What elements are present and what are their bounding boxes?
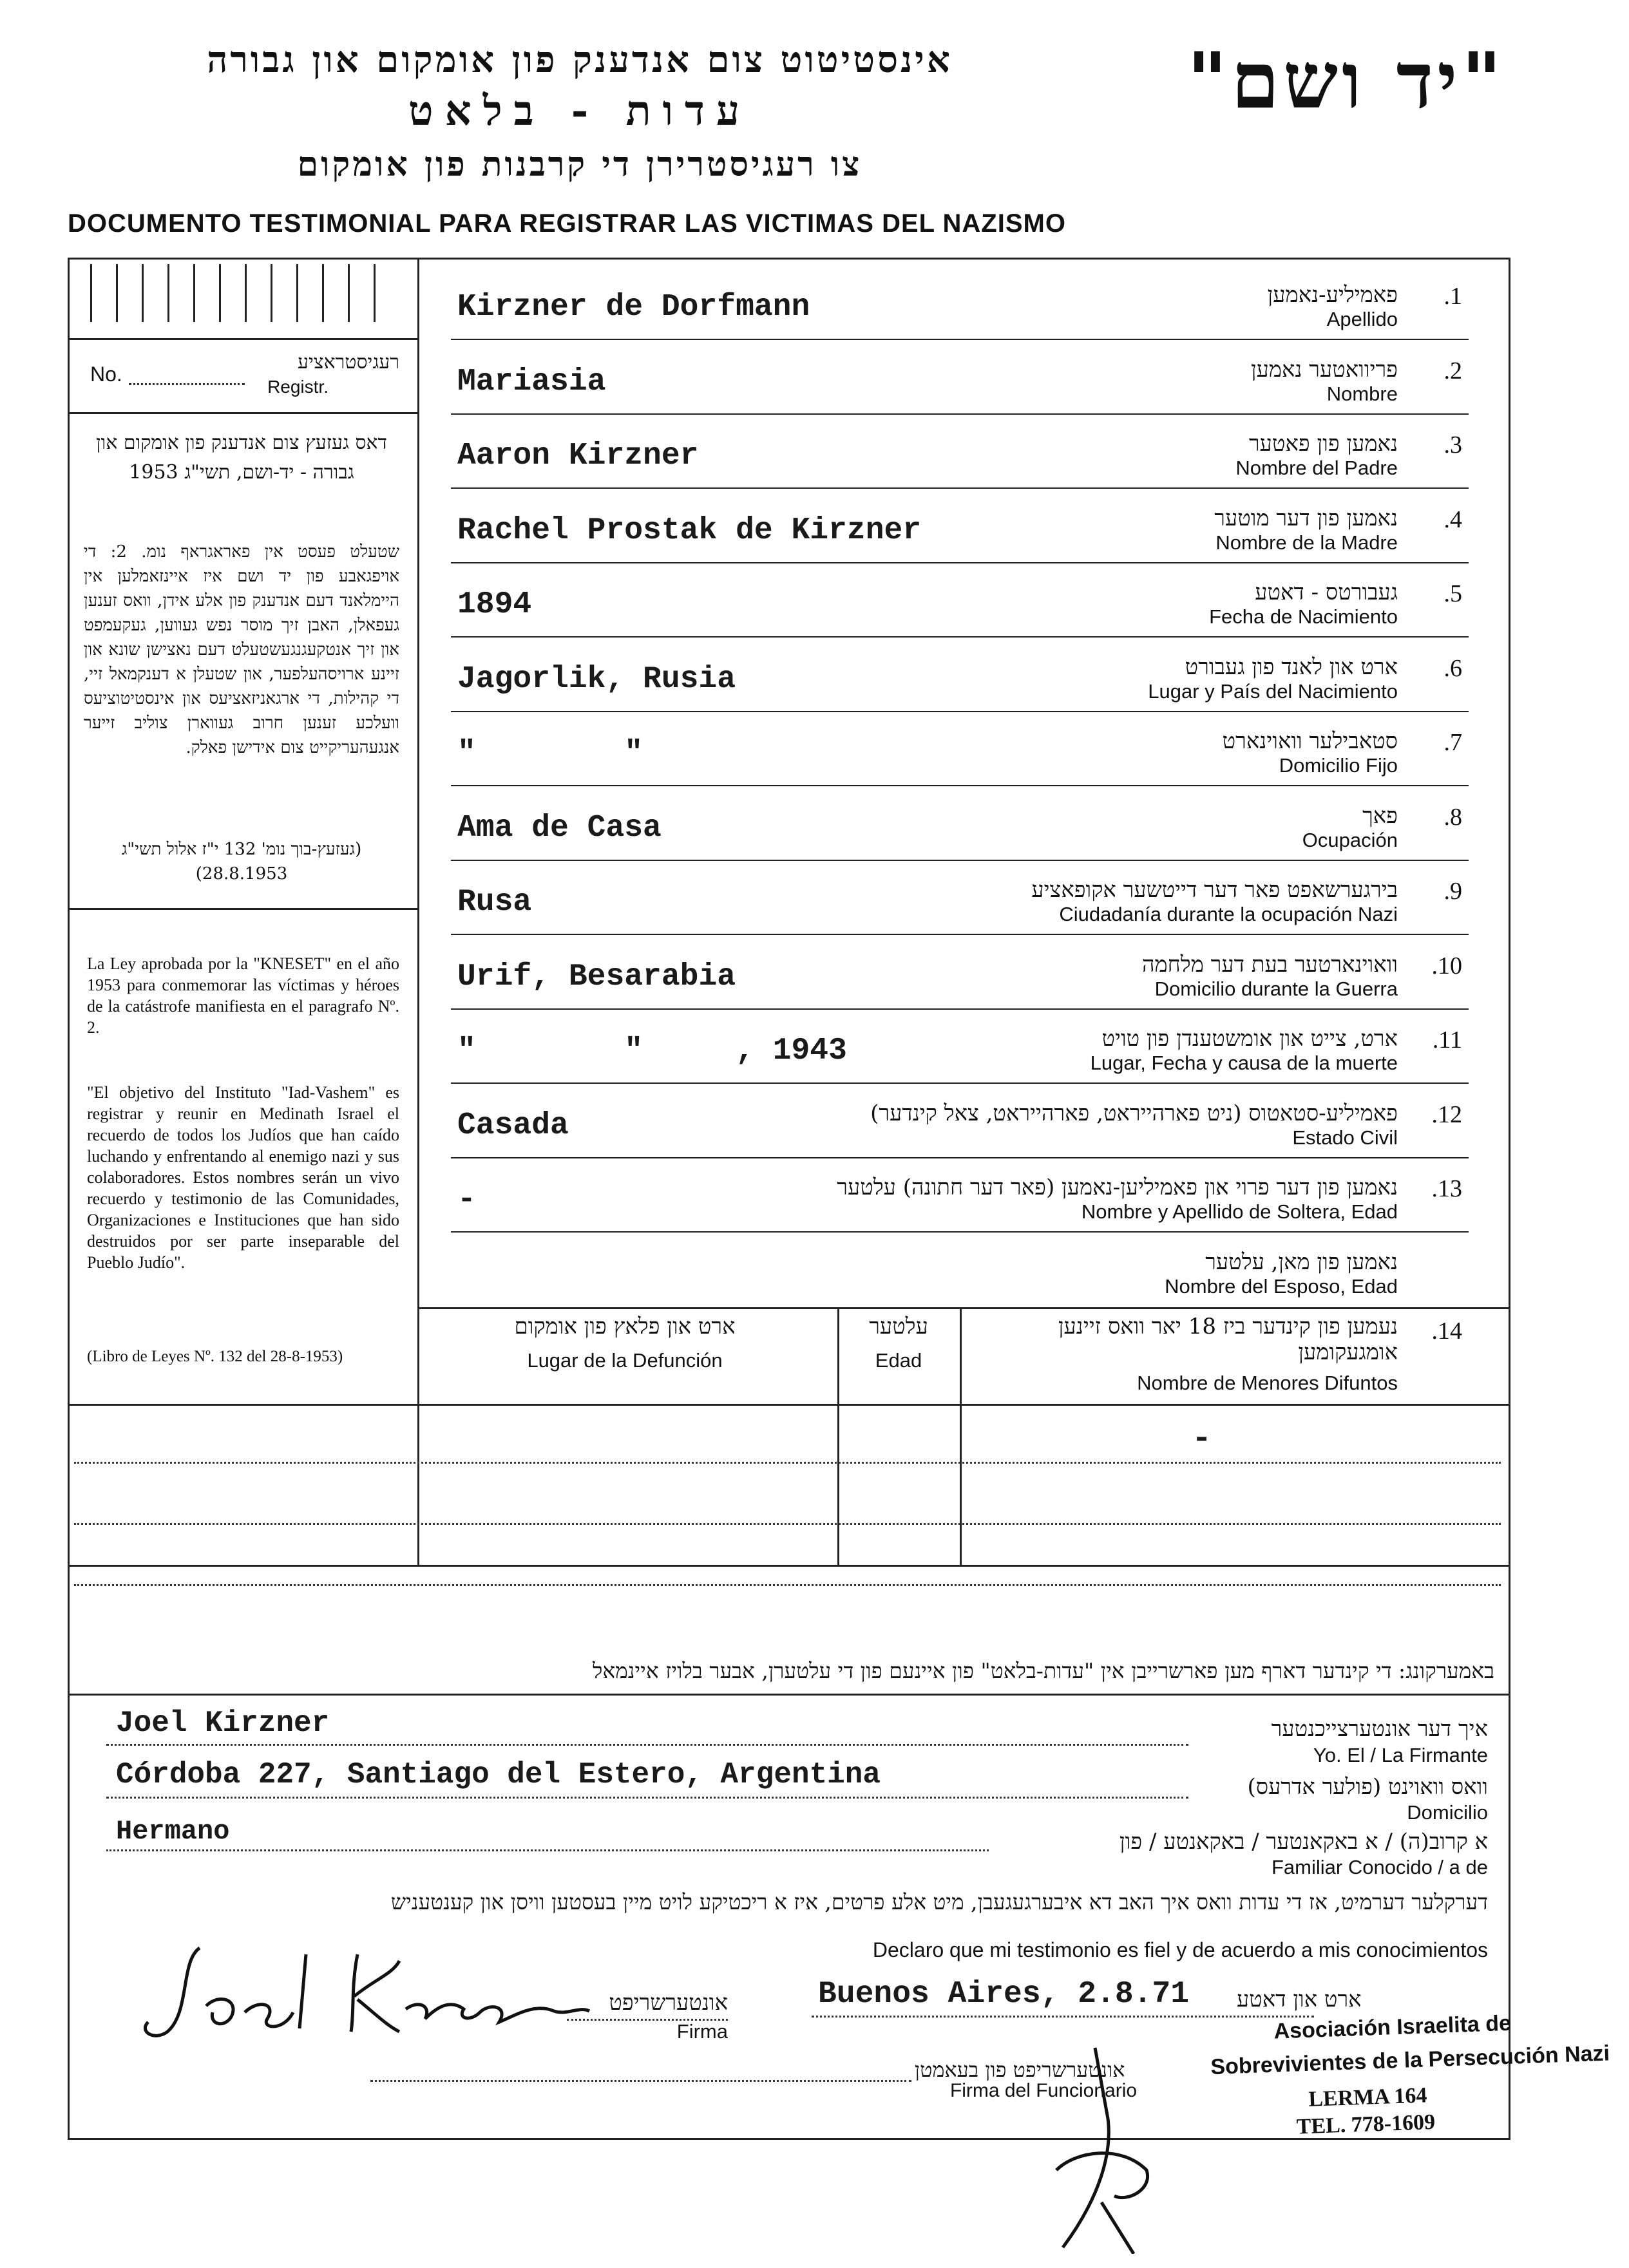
children-place-he: ארט און פלאץ פון אומקום <box>514 1314 736 1339</box>
field-value: - <box>457 1182 476 1217</box>
field-row <box>425 785 1501 860</box>
declarant-name-he: איך דער אונטערצייכנטער <box>1271 1716 1488 1742</box>
register-boxes <box>90 264 386 322</box>
stamp-line3: LERMA 164 <box>1308 2083 1428 2112</box>
field-value: Rusa <box>457 885 532 920</box>
field-label-he: ארט, צייט און אומשטענדן פון טויט <box>1101 1026 1398 1052</box>
field-number: .2 <box>1443 357 1462 384</box>
registr-label-he: רעגיסטראציע <box>298 351 399 373</box>
law-text-es-1: La Ley aprobada por la "KNESET" en el año 1953 para conmemorar las víctimas y héroes de la catástrofe manifiesta en el paragrafo Nº. 2. <box>87 954 399 1037</box>
field-label-es: Domicilio Fijo <box>1279 754 1398 777</box>
children-names-he: נעמען פון קינדער ביז 18 יאר וואס זיינען אומגעקומען <box>1058 1314 1398 1365</box>
field-number: .4 <box>1443 506 1462 533</box>
field-label-es: Estado Civil <box>1292 1126 1398 1149</box>
field-number: .5 <box>1443 580 1462 607</box>
field-row <box>425 562 1501 636</box>
field-value: " " , 1943 <box>457 1034 847 1068</box>
field-value: Jagorlik, Rusia <box>457 662 736 697</box>
children-age-es: Edad <box>875 1349 922 1372</box>
field-number: .12 <box>1431 1101 1462 1128</box>
field-value: Casada <box>457 1108 569 1143</box>
stamp-line4: TEL. 778-1609 <box>1296 2110 1436 2139</box>
handwritten-signature <box>129 1935 593 2064</box>
field-number: .8 <box>1443 804 1462 831</box>
registr-no-label: No. <box>90 363 122 386</box>
stamp <box>1209 2003 1610 2144</box>
stamp-line1: Asociación Israelita de <box>1273 2010 1512 2044</box>
declarant-relation-he: א קרוב(ה) / א באקאנטער / באקאנטע / פון <box>1119 1829 1488 1855</box>
field-value: " " <box>457 736 643 771</box>
field-row <box>425 859 1501 934</box>
field-row <box>425 1157 1501 1231</box>
official-he: אונטערשריפט פון בעאמטן <box>915 2057 1125 2082</box>
field-value: Ama de Casa <box>457 811 662 846</box>
declare-he: דערקלער דערמיט, אז די עדות וואס איך האב דא איבערגעגעבן, מיט אלע פרטים, איז א ריכטיקע לויט מיין בעסטען וויסן און קענטעניש <box>390 1889 1488 1914</box>
field-row <box>425 1231 1501 1306</box>
field-row <box>425 710 1501 785</box>
field-label-he: נאמען פון מאן, עלטער <box>1205 1249 1398 1275</box>
field-label-he: געבורטס - דאטע <box>1255 580 1398 605</box>
law-text-es-2: "El objetivo del Instituto "Iad-Vashem" es registrar y reunir en Medinath Israel el recuerdo de todos los Judíos que han caído luchando y enfrentando al enemigo nazi y sus colaboradores. Estos nombres serán un vivo recuerdo y testimonio de las Comunidades, Organizaciones e Instituciones que han sido destruidos por ser parte inseparable del Pueblo Judío". <box>87 1083 399 1272</box>
field-label-es: Apellido <box>1326 308 1398 330</box>
field-row <box>425 934 1501 1008</box>
law-text-he-1: דאס געזעץ צום אנדענק פון אומקום און גבורה - יד-ושם, תשי"ג 1953 <box>96 431 387 484</box>
declarant-relation-value: Hermano <box>116 1816 230 1847</box>
declarant-address-value: Córdoba 227, Santiago del Estero, Argentina <box>116 1758 881 1791</box>
field-label-he: נאמען פון דער פרוי און פאמיליען-נאמען (פאר דער חתונה) עלטער <box>837 1175 1398 1200</box>
remark: באמערקונג: די קינדער דארף מען פארשרייבן אין "עדות-בלאט" פון איינעם פון די עלטערן, אבער בלויז איינמאל <box>593 1658 1494 1683</box>
field-label-he: נאמען פון דער מוטער <box>1214 506 1398 531</box>
field-label-he: סטאבילער וואוינארט <box>1222 728 1398 754</box>
field-label-he: פאמיליע-סטאטוס (ניט פארהייראט, פארהייראט, צאל קינדער) <box>870 1101 1398 1126</box>
field-row <box>425 413 1501 487</box>
firma-es: Firma <box>676 2020 728 2043</box>
law-text-es-3: (Libro de Leyes Nº. 132 del 28-8-1953) <box>87 1348 343 1365</box>
declarant-relation-es: Familiar Conocido / a de <box>1272 1856 1488 1878</box>
declarant-address-es: Domicilio <box>1407 1801 1488 1824</box>
children-names-es: Nombre de Menores Difuntos <box>1137 1372 1398 1394</box>
field-row <box>425 1008 1501 1082</box>
field-number: .9 <box>1443 878 1462 905</box>
field-label-es: Ciudadanía durante la ocupación Nazi <box>1059 903 1398 925</box>
field-value: Urif, Besarabia <box>457 959 736 994</box>
children-age-he: עלטער <box>869 1314 928 1339</box>
field-label-he: בירגערשאפט פאר דער דייטשער אקופאציע <box>1031 877 1398 903</box>
field-label-es: Domicilio durante la Guerra <box>1154 978 1398 1000</box>
field-number: .11 <box>1432 1026 1462 1054</box>
stamp-line2: Sobrevivientes de la Persecución Nazi <box>1210 2041 1610 2080</box>
registr-label-es: Registr. <box>267 377 329 397</box>
field-label-he: ארט און לאנד פון געבורט <box>1185 654 1398 680</box>
children-value: - <box>1192 1420 1212 1458</box>
field-label-es: Nombre de la Madre <box>1215 531 1398 554</box>
declarant-name-es: Yo. El / La Firmante <box>1313 1744 1488 1766</box>
field-value: Kirzner de Dorfmann <box>457 290 810 325</box>
field-label-es: Lugar, Fecha y causa de la muerte <box>1090 1052 1398 1074</box>
field-row <box>425 487 1501 562</box>
field-label-he: נאמען פון פאטער <box>1248 431 1398 457</box>
field-value: Rachel Prostak de Kirzner <box>457 513 922 548</box>
field-label-he: פאמיליע-נאמען <box>1267 282 1398 308</box>
field-label-es: Nombre del Padre <box>1235 457 1398 479</box>
field-row <box>425 339 1501 413</box>
declare-es: Declaro que mi testimonio es fiel y de acuerdo a mis conocimientos <box>872 1938 1488 1961</box>
field-number: .1 <box>1443 283 1462 310</box>
declarant-address-he: וואס וואוינט (פולער אדרעס) <box>1247 1774 1488 1800</box>
field-label-he: וואוינארטער בעת דער מלחמה <box>1141 952 1398 978</box>
field-label-he: פריוואטער נאמען <box>1250 357 1398 383</box>
field-value: 1894 <box>457 587 532 622</box>
declarant-name-value: Joel Kirzner <box>116 1706 330 1740</box>
field-number: .6 <box>1443 655 1462 682</box>
header-line1: אינסטיטוט צום אנדענק פון אומקום און גבורה <box>207 39 953 81</box>
field-label-es: Nombre <box>1326 383 1398 405</box>
field-label-es: Fecha de Nacimiento <box>1209 605 1398 628</box>
field-label-es: Lugar y País del Nacimiento <box>1148 680 1398 703</box>
document-title: DOCUMENTO TESTIMONIAL PARA REGISTRAR LAS VICTIMAS DEL NAZISMO <box>68 209 1066 238</box>
place-date-value: Buenos Aires, 2.8.71 <box>818 1977 1190 2012</box>
official-es: Firma del Funcionario <box>949 2080 1138 2101</box>
header-line3: צו רעגיסטרירן די קרבנות פון אומקום <box>297 145 862 184</box>
field-number: .13 <box>1431 1175 1462 1202</box>
field-label-he: פאך <box>1362 803 1398 829</box>
field-label-es: Nombre y Apellido de Soltera, Edad <box>1081 1200 1398 1223</box>
field-row <box>425 1082 1501 1157</box>
field-number: .7 <box>1443 729 1462 756</box>
field-row <box>425 264 1501 339</box>
firma-he: אונטערשריפט <box>609 1990 728 2016</box>
field-label-es: Ocupación <box>1302 829 1398 851</box>
law-text-he-3: (געזעץ-בוך נומ' 132 י"ז אלול תשי"ג 28.8.1953) <box>121 840 362 884</box>
field-value: Aaron Kirzner <box>457 439 699 473</box>
field-label-es: Nombre del Esposo, Edad <box>1165 1275 1398 1298</box>
children-num: .14 <box>1431 1318 1462 1345</box>
header-line2: עדות - בלאט <box>408 87 752 135</box>
field-row <box>425 636 1501 711</box>
field-number: .10 <box>1431 952 1462 979</box>
children-place-es: Lugar de la Defunción <box>527 1349 723 1372</box>
field-number: .3 <box>1443 431 1462 458</box>
law-text-he-2: שטעלט פעסט אין פאראגראף נומ. 2: די אויפגאבע פון יד ושם איז איינזאמלען אין היימלאנד דעם אנדענק פון אלע אידן, וואס זענען געפאלן, האבן זיך מוסר נפש געווען, געקעמפט און זיך אנטקעגנגעשטעלט דעם נאצישן שונא און זיינע ארויסהעלפער, און שטעלן א דענקמאל זיי, די קהילות, די ארגאניזאציעס און אינסטיטוציעס וועלכע זענען חרוב געווארן צוליב זייער אנגעהעריקייט צום אידישן פאלק. <box>84 542 399 757</box>
place-date-he: ארט און דאטע <box>1237 1987 1362 2012</box>
official-signature <box>1018 2041 1172 2254</box>
yad-vashem-logo: "יד ושם" <box>1186 35 1506 126</box>
field-value: Mariasia <box>457 364 606 399</box>
